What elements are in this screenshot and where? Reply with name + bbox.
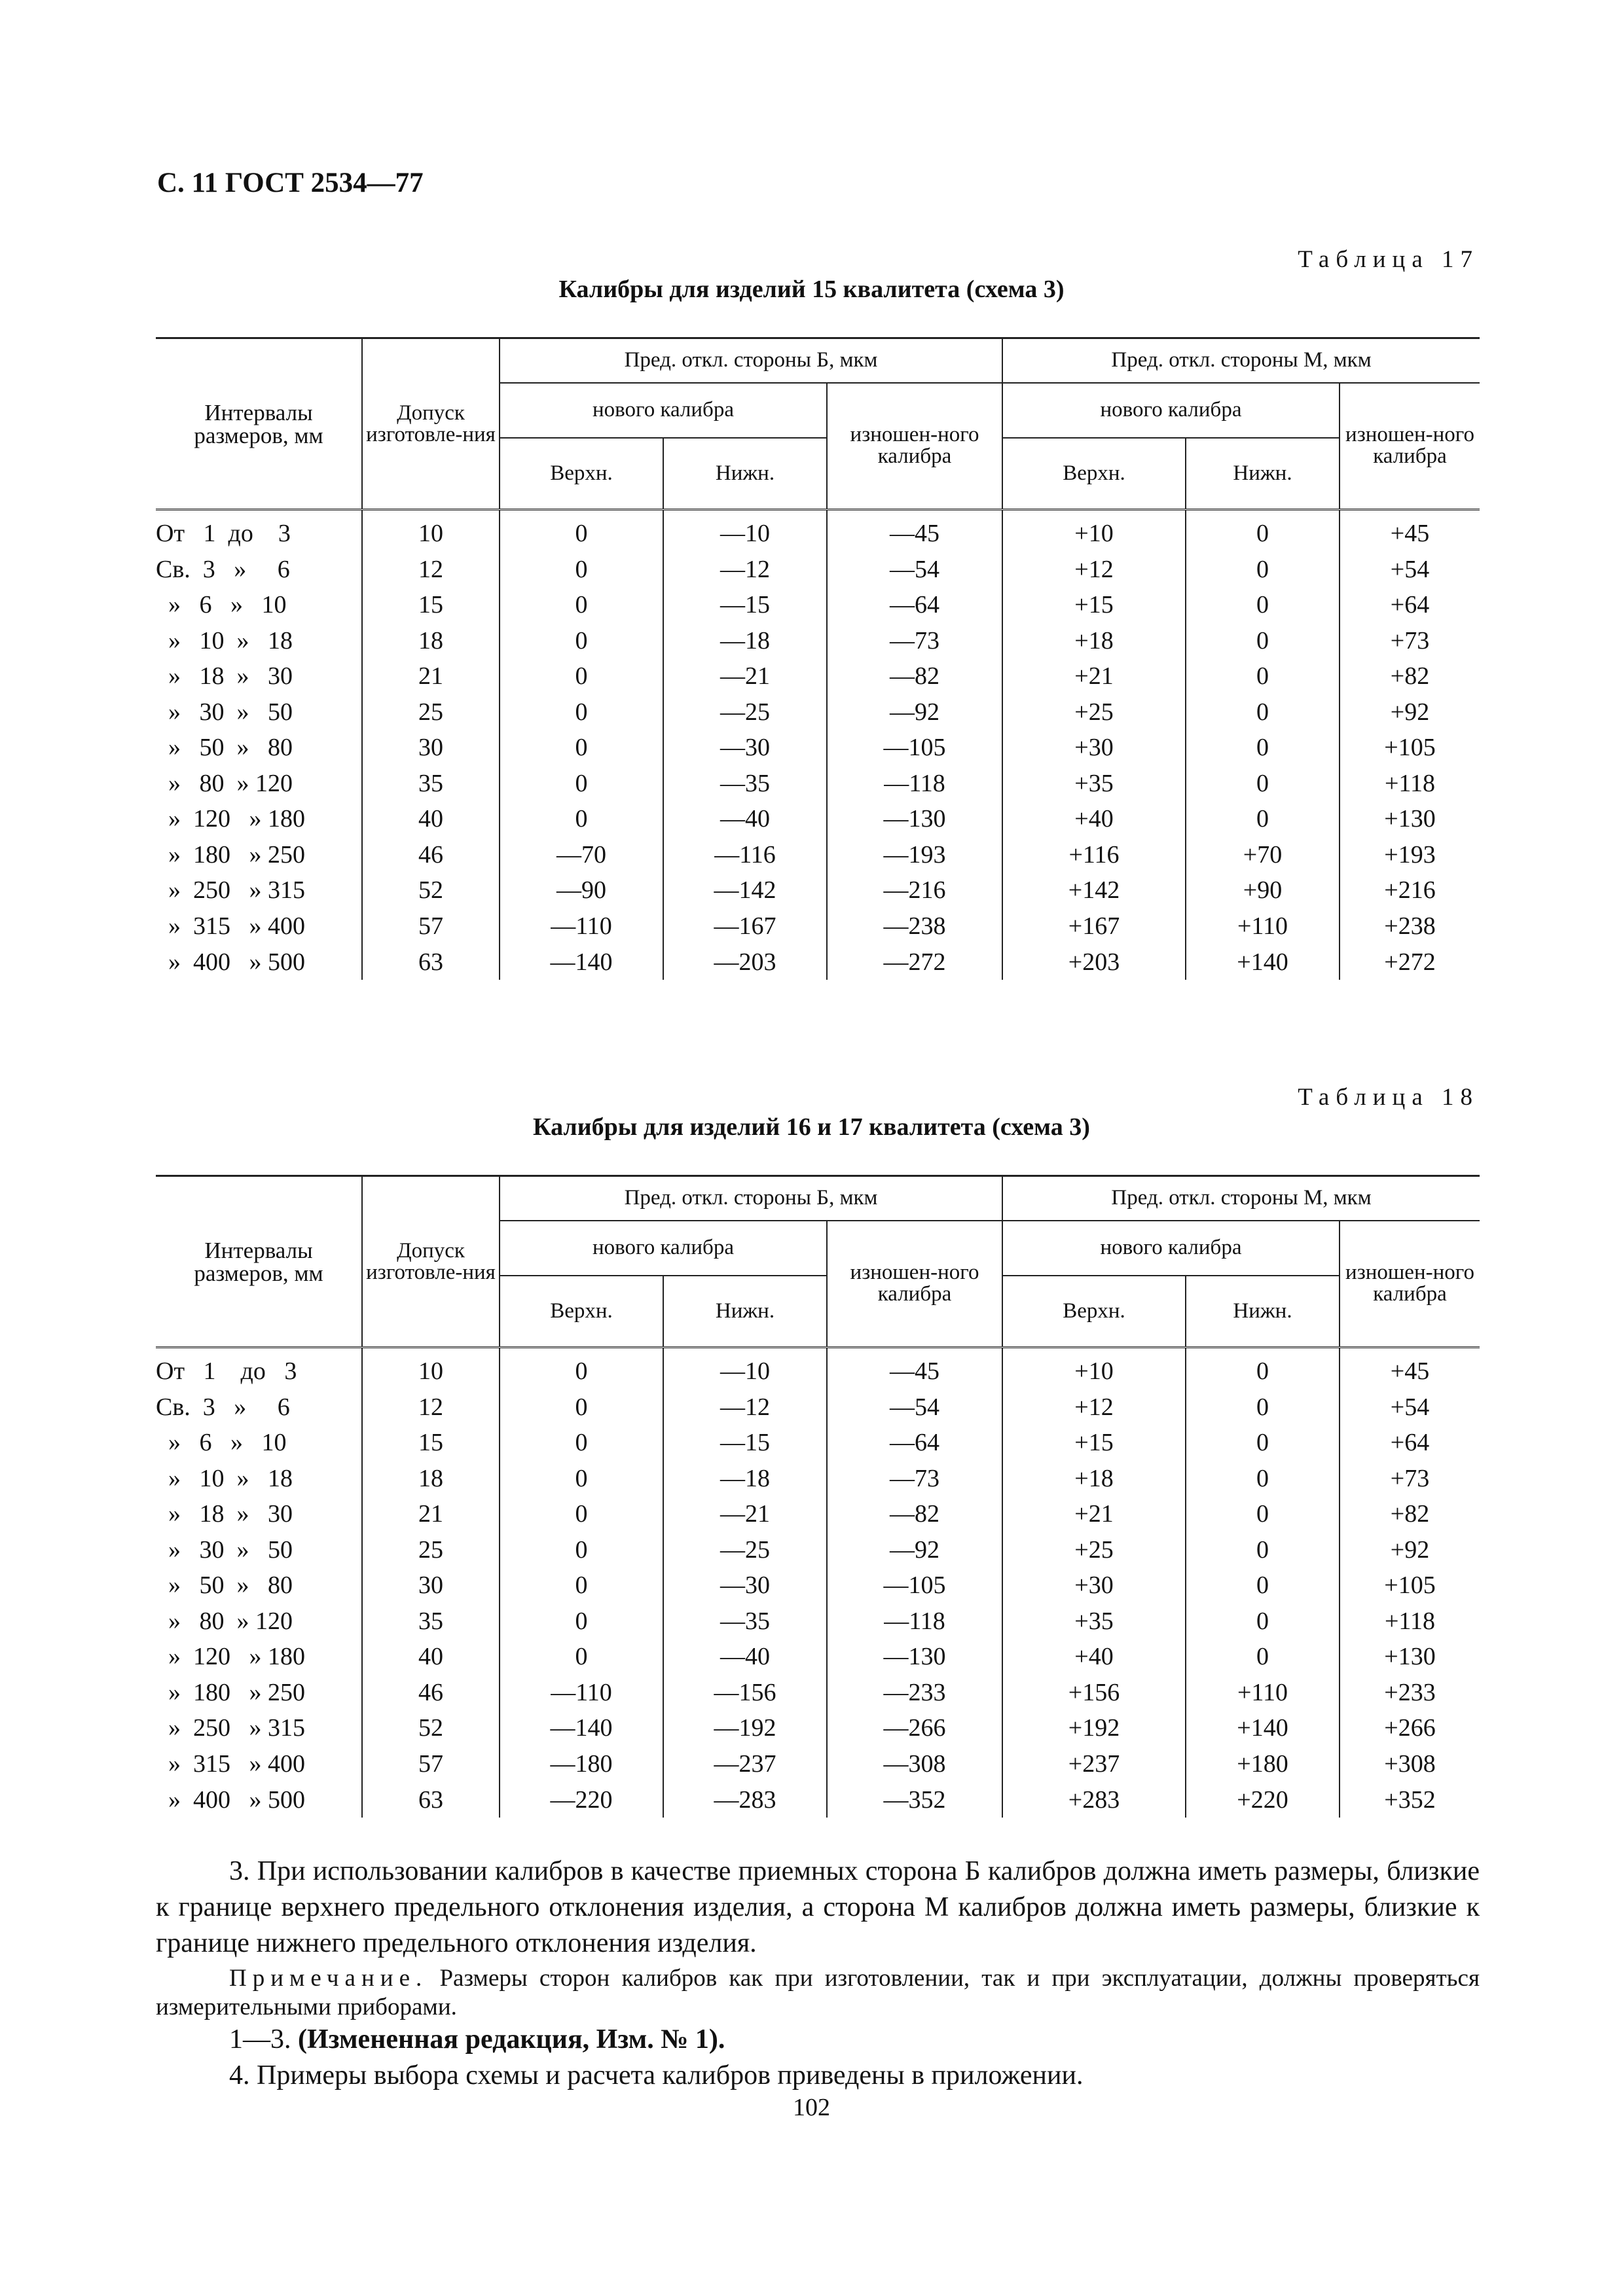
value-cell: 25: [362, 694, 500, 730]
table-row: [156, 1390, 1480, 1426]
table-row: [156, 908, 1480, 944]
table18-label: Таблица 18: [1298, 1084, 1479, 1111]
value-cell: +70: [1186, 837, 1340, 873]
value-cell: +220: [1186, 1782, 1340, 1818]
header-upper-b: Верхн.: [500, 438, 663, 510]
header-new-gauge-m: нового калибра: [1002, 1221, 1340, 1276]
value-cell: —45: [827, 1354, 1002, 1390]
value-cell: 63: [362, 1782, 500, 1818]
value-cell: 0: [1186, 694, 1340, 730]
value-cell: +283: [1002, 1782, 1186, 1818]
note-paragraph: [156, 1964, 1480, 2022]
table-row: [156, 1568, 1480, 1604]
value-cell: —110: [500, 908, 663, 944]
value-cell: —237: [663, 1746, 827, 1782]
value-cell: 0: [1186, 1639, 1340, 1675]
value-cell: 0: [500, 1532, 663, 1568]
value-cell: 0: [500, 623, 663, 659]
interval-cell: » 250 » 315: [156, 1714, 305, 1742]
value-cell: —40: [663, 1639, 827, 1675]
body-text: [156, 1854, 1480, 2094]
value-cell: —116: [663, 837, 827, 873]
interval-cell: » 6 » 10: [156, 1429, 287, 1457]
value-cell: 18: [362, 623, 500, 659]
value-cell: 0: [1186, 1604, 1340, 1640]
value-cell: +272: [1340, 944, 1480, 980]
value-cell: —180: [500, 1746, 663, 1782]
value-cell: 52: [362, 1710, 500, 1746]
value-cell: 0: [1186, 1390, 1340, 1426]
value-cell: 0: [500, 1461, 663, 1497]
value-cell: —193: [827, 837, 1002, 873]
table-row: [156, 1710, 1480, 1746]
table-row: [156, 516, 1480, 552]
value-cell: 0: [1186, 766, 1340, 802]
value-cell: —92: [827, 1532, 1002, 1568]
interval-cell: » 6 » 10: [156, 591, 287, 619]
value-cell: +18: [1002, 1461, 1186, 1497]
value-cell: —70: [500, 837, 663, 873]
value-cell: 0: [1186, 587, 1340, 623]
value-cell: +116: [1002, 837, 1186, 873]
header-intervals: Интервалы размеров, мм: [156, 338, 362, 510]
table17-label: Таблица 17: [1298, 246, 1479, 273]
value-cell: —64: [827, 1425, 1002, 1461]
value-cell: +12: [1002, 1390, 1186, 1426]
table18-title: Калибры для изделий 16 и 17 квалитета (схема 3): [533, 1113, 1090, 1141]
value-cell: +92: [1340, 694, 1480, 730]
value-cell: +10: [1002, 516, 1186, 552]
value-cell: 12: [362, 552, 500, 588]
interval-cell: » 18 » 30: [156, 1500, 293, 1528]
value-cell: +54: [1340, 552, 1480, 588]
value-cell: —308: [827, 1746, 1002, 1782]
header-lower-m: Нижн.: [1186, 1276, 1340, 1348]
value-cell: 0: [1186, 1425, 1340, 1461]
value-cell: +15: [1002, 587, 1186, 623]
value-cell: 40: [362, 1639, 500, 1675]
value-cell: 15: [362, 587, 500, 623]
value-cell: 57: [362, 908, 500, 944]
value-cell: +90: [1186, 872, 1340, 908]
page-header: С. 11 ГОСТ 2534—77: [157, 168, 424, 198]
interval-cell: » 30 » 50: [156, 1535, 293, 1564]
header-worn-gauge-b: изношен-ного калибра: [827, 383, 1002, 510]
table-row: [156, 1461, 1480, 1497]
value-cell: +238: [1340, 908, 1480, 944]
value-cell: +167: [1002, 908, 1186, 944]
interval-cell: » 250 » 315: [156, 876, 305, 905]
paragraph-4: 4. Примеры выбора схемы и расчета калибров приведены в приложении.: [229, 2060, 1084, 2090]
table-row: [156, 552, 1480, 588]
header-upper-b: Верхн.: [500, 1276, 663, 1348]
table-row: [156, 1354, 1480, 1390]
header-side-m: Пред. откл. стороны М, мкм: [1002, 1176, 1480, 1221]
table-row: [156, 1425, 1480, 1461]
value-cell: +110: [1186, 908, 1340, 944]
value-cell: —238: [827, 908, 1002, 944]
value-cell: +233: [1340, 1675, 1480, 1711]
header-lower-m: Нижн.: [1186, 438, 1340, 510]
value-cell: +30: [1002, 1568, 1186, 1604]
value-cell: +45: [1340, 1354, 1480, 1390]
value-cell: +35: [1002, 766, 1186, 802]
value-cell: +140: [1186, 1710, 1340, 1746]
interval-cell: » 50 » 80: [156, 1571, 293, 1600]
value-cell: —130: [827, 801, 1002, 837]
value-cell: 46: [362, 837, 500, 873]
header-worn-gauge-m: изношен-ного калибра: [1340, 1221, 1480, 1348]
table18: [156, 1175, 1480, 1818]
value-cell: 0: [1186, 1496, 1340, 1532]
interval-cell: » 120 » 180: [156, 1643, 305, 1671]
value-cell: —73: [827, 1461, 1002, 1497]
value-cell: —21: [663, 1496, 827, 1532]
value-cell: 12: [362, 1390, 500, 1426]
value-cell: +25: [1002, 1532, 1186, 1568]
value-cell: +18: [1002, 623, 1186, 659]
table-row: [156, 730, 1480, 766]
value-cell: +203: [1002, 944, 1186, 980]
value-cell: 0: [500, 1496, 663, 1532]
value-cell: —25: [663, 1532, 827, 1568]
value-cell: 35: [362, 766, 500, 802]
table18-body: [156, 1354, 1480, 1818]
value-cell: +130: [1340, 1639, 1480, 1675]
value-cell: —45: [827, 516, 1002, 552]
amendment-text: (Измененная редакция, Изм. № 1).: [298, 2024, 725, 2054]
header-lower-b: Нижн.: [663, 438, 827, 510]
value-cell: +180: [1186, 1746, 1340, 1782]
value-cell: +142: [1002, 872, 1186, 908]
value-cell: —18: [663, 1461, 827, 1497]
table-row: [156, 587, 1480, 623]
value-cell: +40: [1002, 1639, 1186, 1675]
value-cell: 0: [1186, 801, 1340, 837]
value-cell: +40: [1002, 801, 1186, 837]
value-cell: —272: [827, 944, 1002, 980]
interval-cell: » 315 » 400: [156, 912, 305, 940]
header-intervals: Интервалы размеров, мм: [156, 1176, 362, 1348]
value-cell: —156: [663, 1675, 827, 1711]
value-cell: —90: [500, 872, 663, 908]
table-row: [156, 1532, 1480, 1568]
interval-cell: » 10 » 18: [156, 626, 293, 655]
interval-cell: Св. 3 » 6: [156, 555, 290, 583]
value-cell: +73: [1340, 1461, 1480, 1497]
value-cell: +10: [1002, 1354, 1186, 1390]
value-cell: 0: [500, 801, 663, 837]
value-cell: —30: [663, 730, 827, 766]
value-cell: +237: [1002, 1746, 1186, 1782]
value-cell: 0: [500, 658, 663, 694]
value-cell: —25: [663, 694, 827, 730]
value-cell: +110: [1186, 1675, 1340, 1711]
value-cell: +15: [1002, 1425, 1186, 1461]
table-row: [156, 1496, 1480, 1532]
value-cell: 0: [1186, 623, 1340, 659]
value-cell: —283: [663, 1782, 827, 1818]
value-cell: 0: [500, 1604, 663, 1640]
value-cell: —130: [827, 1639, 1002, 1675]
value-cell: —233: [827, 1675, 1002, 1711]
table-row: [156, 1604, 1480, 1640]
interval-cell: От 1 до 3: [156, 520, 291, 548]
header-new-gauge-b: нового калибра: [500, 383, 827, 438]
value-cell: 15: [362, 1425, 500, 1461]
value-cell: —142: [663, 872, 827, 908]
value-cell: —35: [663, 1604, 827, 1640]
table-row: [156, 801, 1480, 837]
value-cell: +118: [1340, 1604, 1480, 1640]
note-text: Размеры сторон калибров как при изготовлении, так и при эксплуатации, должны проверяться измерительными приборами.: [156, 1965, 1480, 2020]
value-cell: +216: [1340, 872, 1480, 908]
value-cell: —216: [827, 872, 1002, 908]
value-cell: —118: [827, 1604, 1002, 1640]
header-worn-gauge-m: изношен-ного калибра: [1340, 383, 1480, 510]
table-row: [156, 1675, 1480, 1711]
table-row: [156, 837, 1480, 873]
header-new-gauge-m: нового калибра: [1002, 383, 1340, 438]
value-cell: +54: [1340, 1390, 1480, 1426]
header-lower-b: Нижн.: [663, 1276, 827, 1348]
value-cell: +193: [1340, 837, 1480, 873]
value-cell: +105: [1340, 730, 1480, 766]
value-cell: +266: [1340, 1710, 1480, 1746]
interval-cell: » 180 » 250: [156, 1678, 305, 1706]
value-cell: —15: [663, 587, 827, 623]
header-upper-m: Верхн.: [1002, 1276, 1186, 1348]
value-cell: +130: [1340, 801, 1480, 837]
value-cell: 0: [1186, 1568, 1340, 1604]
header-upper-m: Верхн.: [1002, 438, 1186, 510]
table-row: [156, 694, 1480, 730]
value-cell: 30: [362, 1568, 500, 1604]
header-side-b: Пред. откл. стороны Б, мкм: [500, 1176, 1002, 1221]
value-cell: 21: [362, 658, 500, 694]
value-cell: 35: [362, 1604, 500, 1640]
amendment-prefix: 1—3.: [229, 2024, 298, 2054]
value-cell: 0: [500, 516, 663, 552]
value-cell: 30: [362, 730, 500, 766]
value-cell: 0: [500, 766, 663, 802]
header-side-b: Пред. откл. стороны Б, мкм: [500, 338, 1002, 383]
value-cell: —82: [827, 1496, 1002, 1532]
value-cell: 46: [362, 1675, 500, 1711]
value-cell: 0: [500, 1390, 663, 1426]
interval-cell: » 30 » 50: [156, 698, 293, 726]
value-cell: 25: [362, 1532, 500, 1568]
value-cell: +64: [1340, 587, 1480, 623]
value-cell: —10: [663, 516, 827, 552]
table-row: [156, 658, 1480, 694]
value-cell: 63: [362, 944, 500, 980]
interval-cell: От 1 до 3: [156, 1357, 297, 1386]
value-cell: +352: [1340, 1782, 1480, 1818]
value-cell: 10: [362, 516, 500, 552]
value-cell: 0: [1186, 730, 1340, 766]
value-cell: 0: [500, 587, 663, 623]
value-cell: —40: [663, 801, 827, 837]
value-cell: —92: [827, 694, 1002, 730]
header-side-m: Пред. откл. стороны М, мкм: [1002, 338, 1480, 383]
value-cell: 0: [1186, 1354, 1340, 1390]
value-cell: 10: [362, 1354, 500, 1390]
table-row: [156, 766, 1480, 802]
value-cell: —35: [663, 766, 827, 802]
value-cell: —203: [663, 944, 827, 980]
table-row: [156, 944, 1480, 980]
value-cell: +25: [1002, 694, 1186, 730]
value-cell: 21: [362, 1496, 500, 1532]
table-row: [156, 872, 1480, 908]
interval-cell: » 80 » 120: [156, 769, 293, 797]
value-cell: —12: [663, 552, 827, 588]
value-cell: +45: [1340, 516, 1480, 552]
value-cell: +156: [1002, 1675, 1186, 1711]
table-row: [156, 1782, 1480, 1818]
value-cell: +192: [1002, 1710, 1186, 1746]
value-cell: —110: [500, 1675, 663, 1711]
table-row: [156, 623, 1480, 659]
value-cell: +82: [1340, 1496, 1480, 1532]
value-cell: 0: [1186, 1532, 1340, 1568]
value-cell: +35: [1002, 1604, 1186, 1640]
value-cell: —167: [663, 908, 827, 944]
value-cell: —10: [663, 1354, 827, 1390]
value-cell: 0: [500, 730, 663, 766]
value-cell: —352: [827, 1782, 1002, 1818]
value-cell: +118: [1340, 766, 1480, 802]
value-cell: —12: [663, 1390, 827, 1426]
value-cell: —105: [827, 1568, 1002, 1604]
value-cell: +73: [1340, 623, 1480, 659]
value-cell: 0: [500, 1639, 663, 1675]
value-cell: 40: [362, 801, 500, 837]
value-cell: 0: [500, 1425, 663, 1461]
value-cell: —54: [827, 1390, 1002, 1426]
value-cell: 0: [1186, 1461, 1340, 1497]
interval-cell: Св. 3 » 6: [156, 1393, 290, 1421]
value-cell: —140: [500, 1710, 663, 1746]
value-cell: 0: [500, 1568, 663, 1604]
paragraph-3: 3. При использовании калибров в качестве приемных сторона Б калибров должна иметь размеры, близкие к границе верхнего предельного отклонения изделия, а сторона М калибров должна иметь размеры, близкие к границе нижнего предельного отклонения изделия.: [156, 1856, 1480, 1958]
header-tolerance: Допуск изготовле-ния: [362, 338, 500, 510]
value-cell: +308: [1340, 1746, 1480, 1782]
value-cell: —118: [827, 766, 1002, 802]
value-cell: +12: [1002, 552, 1186, 588]
interval-cell: » 120 » 180: [156, 805, 305, 833]
interval-cell: » 80 » 120: [156, 1607, 293, 1635]
interval-cell: » 50 » 80: [156, 734, 293, 762]
value-cell: —266: [827, 1710, 1002, 1746]
table17: [156, 337, 1480, 980]
header-tolerance: Допуск изготовле-ния: [362, 1176, 500, 1348]
table17-title: Калибры для изделий 15 квалитета (схема 3): [558, 276, 1065, 303]
value-cell: 52: [362, 872, 500, 908]
value-cell: +140: [1186, 944, 1340, 980]
amendment-line: [156, 2022, 1480, 2058]
interval-cell: » 400 » 500: [156, 1785, 305, 1814]
interval-cell: » 18 » 30: [156, 662, 293, 691]
value-cell: —73: [827, 623, 1002, 659]
page-number: 102: [793, 2094, 830, 2121]
value-cell: 57: [362, 1746, 500, 1782]
value-cell: 0: [1186, 658, 1340, 694]
table17-body: [156, 516, 1480, 980]
value-cell: —140: [500, 944, 663, 980]
interval-cell: » 180 » 250: [156, 840, 305, 869]
value-cell: +64: [1340, 1425, 1480, 1461]
value-cell: 18: [362, 1461, 500, 1497]
value-cell: 0: [500, 1354, 663, 1390]
value-cell: —21: [663, 658, 827, 694]
value-cell: —82: [827, 658, 1002, 694]
interval-cell: » 315 » 400: [156, 1749, 305, 1778]
value-cell: +30: [1002, 730, 1186, 766]
value-cell: 0: [500, 552, 663, 588]
value-cell: 0: [500, 694, 663, 730]
value-cell: 0: [1186, 516, 1340, 552]
value-cell: +92: [1340, 1532, 1480, 1568]
note-label: Примечание.: [229, 1965, 428, 1992]
value-cell: +82: [1340, 658, 1480, 694]
value-cell: —18: [663, 623, 827, 659]
table-row: [156, 1746, 1480, 1782]
value-cell: —54: [827, 552, 1002, 588]
value-cell: —105: [827, 730, 1002, 766]
value-cell: —220: [500, 1782, 663, 1818]
value-cell: —192: [663, 1710, 827, 1746]
value-cell: +21: [1002, 1496, 1186, 1532]
value-cell: +21: [1002, 658, 1186, 694]
header-new-gauge-b: нового калибра: [500, 1221, 827, 1276]
header-worn-gauge-b: изношен-ного калибра: [827, 1221, 1002, 1348]
value-cell: —30: [663, 1568, 827, 1604]
value-cell: —64: [827, 587, 1002, 623]
interval-cell: » 10 » 18: [156, 1464, 293, 1492]
value-cell: +105: [1340, 1568, 1480, 1604]
value-cell: 0: [1186, 552, 1340, 588]
interval-cell: » 400 » 500: [156, 948, 305, 976]
value-cell: —15: [663, 1425, 827, 1461]
table-row: [156, 1639, 1480, 1675]
